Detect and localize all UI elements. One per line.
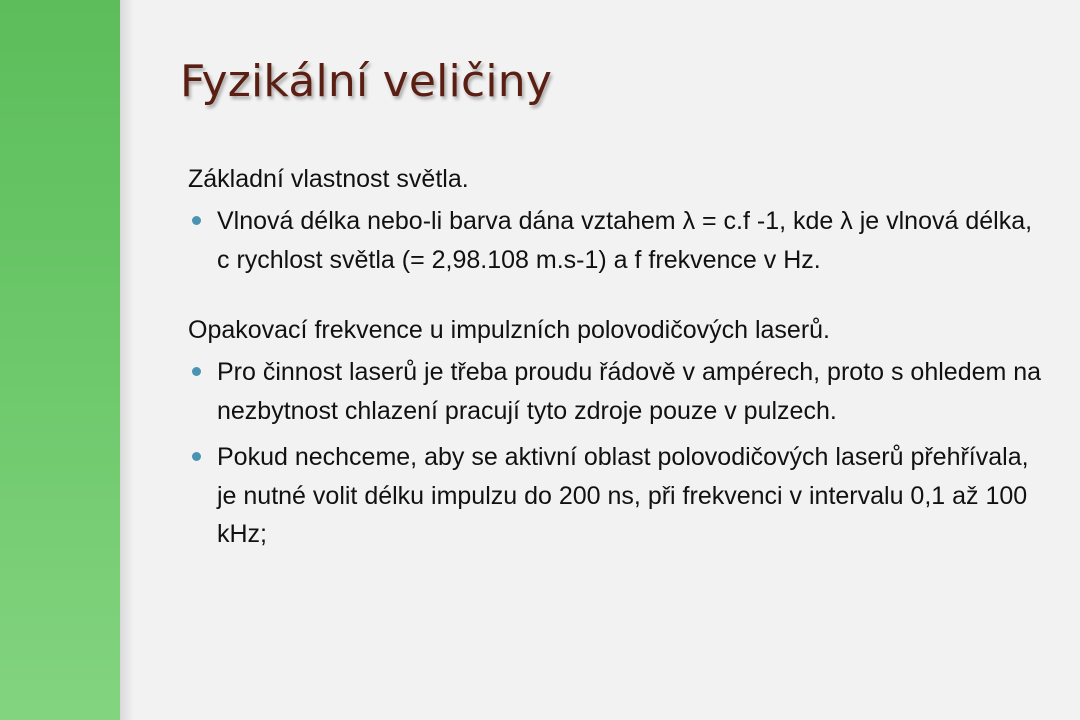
section-repetition-frequency [188,311,1048,554]
bullet-text: Vlnová délka nebo-li barva dána vztahem λ = c.f -1, kde λ je vlnová délka, c rychlost světla (= 2,98.108 m.s-1) a f frekvence v Hz. [217,207,1033,274]
section-light-property [188,160,1048,279]
accent-side-bar [0,0,120,720]
bullet-dot-icon [192,452,201,461]
bullet-dot-icon [192,216,201,225]
bullet-item [188,438,1048,554]
bullet-list [188,202,1048,279]
bullet-text: Pro činnost laserů je třeba proudu řádově v ampérech, proto s ohledem na nezbytnost chlazení pracují tyto zdroje pouze v pulzech. [217,358,1042,425]
section-heading: Základní vlastnost světla. [188,165,469,193]
slide-content [188,160,1048,562]
slide-title: Fyzikální veličiny [180,56,553,107]
bullet-item [188,353,1048,430]
section-heading: Opakovací frekvence u impulzních polovodičových laserů. [188,316,830,344]
bullet-text: Pokud nechceme, aby se aktivní oblast polovodičových laserů přehřívala, je nutné volit délku impulzu do 200 ns, při frekvenci v intervalu 0,1 až 100 kHz; [217,443,1029,548]
bullet-dot-icon [192,367,201,376]
bullet-list [188,353,1048,554]
bullet-item [188,202,1048,279]
